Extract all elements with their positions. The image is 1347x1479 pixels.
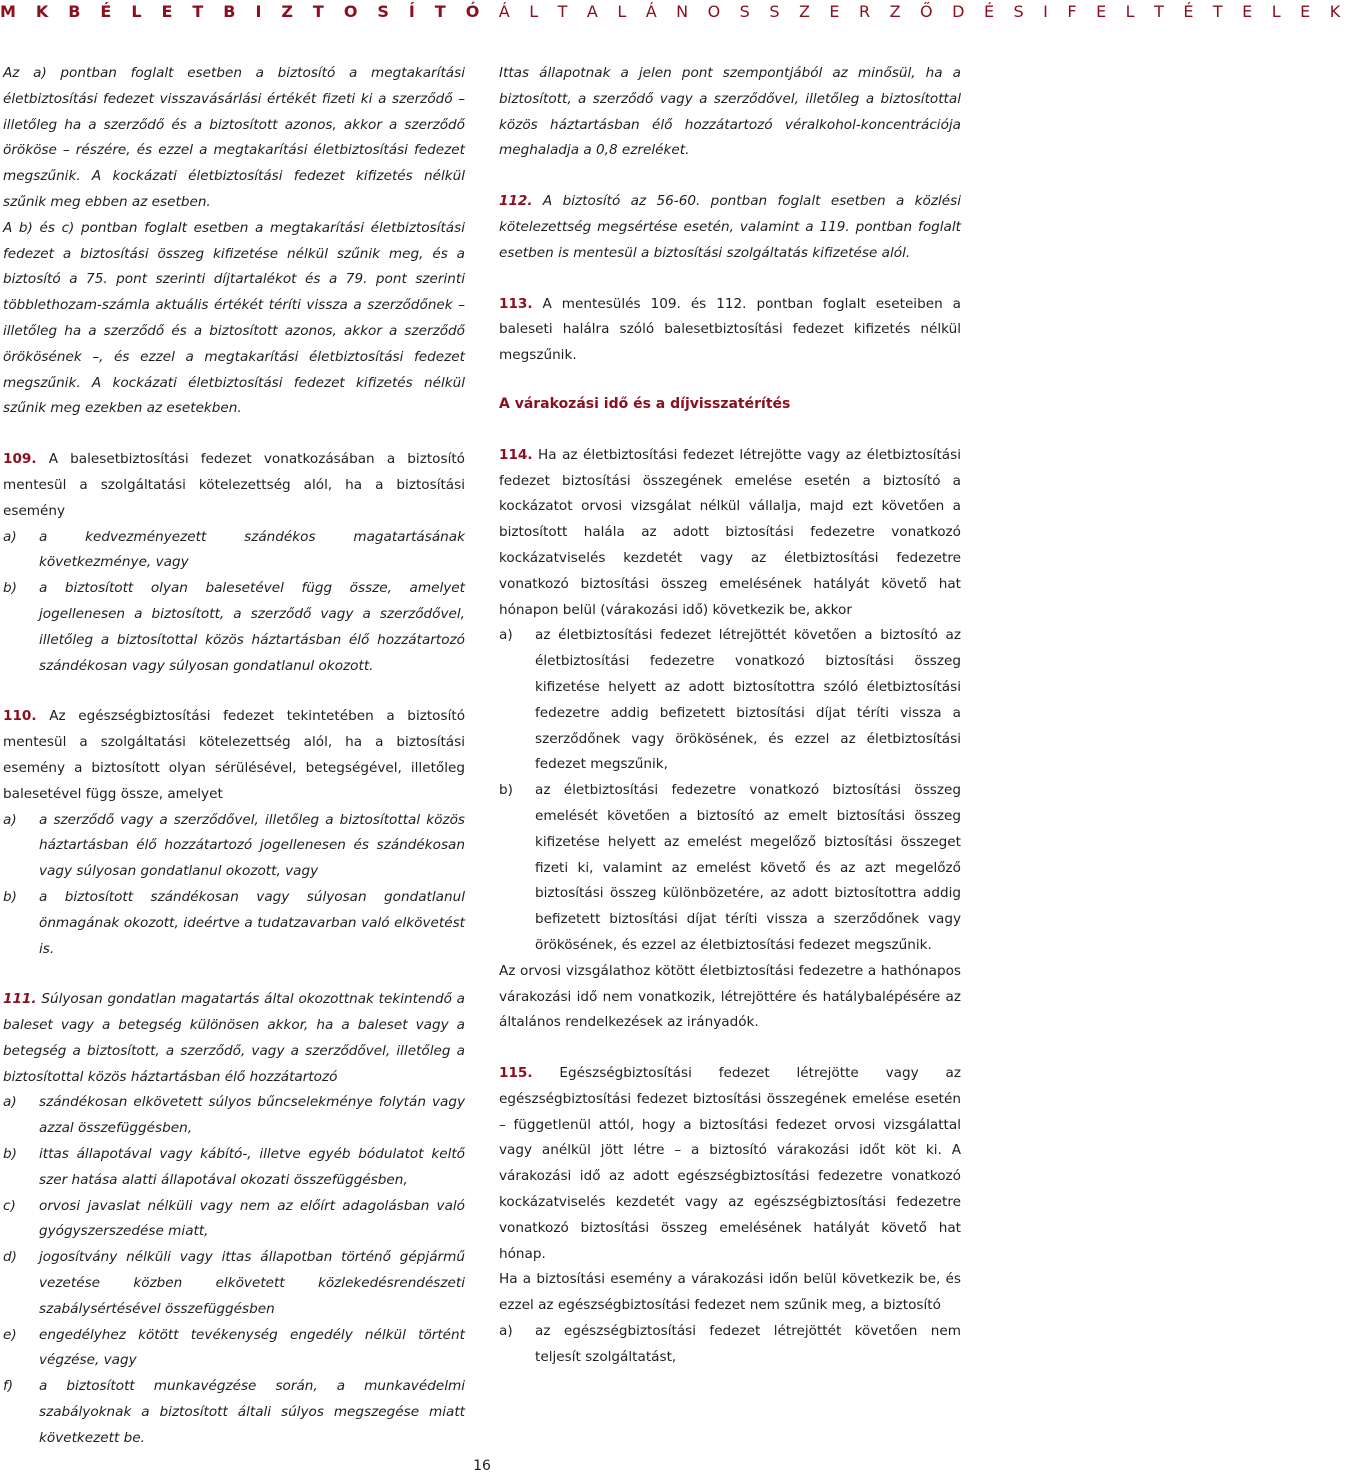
section-number: 109. bbox=[3, 451, 37, 468]
list-marker: a) bbox=[3, 528, 17, 545]
page-header bbox=[0, 2, 1347, 24]
list-marker: b) bbox=[3, 1146, 17, 1163]
list-item bbox=[499, 1319, 961, 1371]
list-item bbox=[3, 885, 465, 962]
list-marker: d) bbox=[3, 1249, 17, 1266]
list-text: az életbiztosítási fedezet létrejöttét követően a biztosító az életbiztosítási fedezetre vonatkozó biztosítási összeg kifizetése helyett az adott biztosítottra szóló életbiztosítási fedezetre addig befizetett biztosítási díjat téríti vissza a szerződőnek vagy örökösének, és ezzel az életbiztosítási fedezet megszűnik, bbox=[535, 627, 961, 773]
list-text: jogosítvány nélküli vagy ittas állapotban történő gépjármű vezetése közben elkövetett közlekedésrendészeti szabálysértésével összefüggésben bbox=[39, 1249, 465, 1317]
list-marker: a) bbox=[499, 627, 513, 644]
list-text: az egészségbiztosítási fedezet létrejöttét követően nem teljesít szolgáltatást, bbox=[535, 1323, 961, 1365]
section-number: 111. bbox=[3, 991, 37, 1008]
list-marker: a) bbox=[3, 811, 17, 828]
section-115-paragraph-2: Ha a biztosítási esemény a várakozási időn belül következik be, és ezzel az egészségbiztosítási fedezet nem szűnik meg, a biztosító bbox=[499, 1271, 961, 1314]
list-marker: a) bbox=[3, 1094, 17, 1111]
section-number: 114. bbox=[499, 446, 533, 463]
list-marker: a) bbox=[499, 1323, 513, 1340]
section-110 bbox=[3, 704, 465, 807]
left-paragraph-2: A b) és c) pontban foglalt esetben a megtakarítási életbiztosítási fedezet a biztosítási összeg kifizetése nélkül szűnik meg, és a biztosító a 75. pont szerinti díjtartalékot és a 79. pont szerinti többlethozam-számla aktuális értékét téríti vissza a szerződőnek – illetőleg ha a szerződő és a biztosított azonos, akkor a szerződő örökösének –, és ezzel a megtakarítási életbiztosítási fedezet megszűnik. A kockázati életbiztosítási fedezet kifizetés nélkül szűnik meg ezekben az esetekben. bbox=[3, 219, 465, 417]
section-115 bbox=[499, 1061, 961, 1267]
section-text: A balesetbiztosítási fedezet vonatkozásában a biztosító mentesül a szolgáltatási kötelezettség alól, ha a biztosítási esemény bbox=[3, 451, 465, 519]
section-112 bbox=[499, 189, 961, 266]
section-text: Egészségbiztosítási fedezet létrejötte vagy az egészségbiztosítási fedezet biztosítási összegének emelése esetén – függetlenül attól, hogy a biztosítási fedezet orvosi vizsgálattal vagy anélkül jött létre – a biztosító várakozási időt köt ki. A várakozási idő az adott egészségbiztosítási fedezetre vonatkozó kockázatviselés kezdetét vagy az egészségbiztosítási fedezetre vonatkozó biztosítási összeg emelésének hatályát követő hat hónap. bbox=[499, 1065, 961, 1262]
right-paragraph-0: Ittas állapotnak a jelen pont szempontjából az minősül, ha a biztosított, a szerződő vagy a szerződővel, illetőleg a biztosítottal közös háztartásban élő hozzátartozó véralkohol-koncentrációja meghaladja a 0,8 ezreléket. bbox=[499, 65, 961, 159]
list-item bbox=[3, 808, 465, 885]
section-114 bbox=[499, 443, 961, 624]
right-column bbox=[499, 61, 961, 1371]
list-text: az életbiztosítási fedezetre vonatkozó biztosítási összeg emelését követően a biztosító az emelt biztosítási összeg kifizetése helyett az emelést megelőző biztosítási összeget fizeti ki, valamint az emelést követő és az azt megelőző biztosítási összeg különbözetére, az adott biztosítottra addig befizetett biztosítási díjat téríti vissza a szerződőnek vagy örökösének, és ezzel az életbiztosítási fedezet megszűnik. bbox=[535, 782, 961, 953]
list-marker: b) bbox=[3, 580, 17, 597]
left-column bbox=[3, 61, 465, 1452]
list-item bbox=[3, 1245, 465, 1322]
section-113 bbox=[499, 292, 961, 369]
list-marker: f) bbox=[3, 1378, 14, 1395]
section-text: A mentesülés 109. és 112. pontban foglalt eseteiben a baleseti halálra szóló balesetbiztosítási fedezet kifizetés nélkül megszűnik. bbox=[499, 295, 961, 364]
section-109 bbox=[3, 447, 465, 524]
list-marker: b) bbox=[499, 782, 513, 799]
list-marker: e) bbox=[3, 1326, 17, 1343]
list-item bbox=[499, 778, 961, 959]
list-text: a biztosított munkavégzése során, a munkavédelmi szabályoknak a biztosított általi súlyos megszegése miatt következett be. bbox=[39, 1378, 465, 1446]
list-text: szándékosan elkövetett súlyos bűncselekménye folytán vagy azzal összefüggésben, bbox=[39, 1094, 465, 1137]
list-marker: c) bbox=[3, 1197, 16, 1214]
list-item bbox=[3, 1374, 465, 1451]
list-item bbox=[3, 1323, 465, 1375]
list-item bbox=[3, 1142, 465, 1194]
list-item bbox=[499, 623, 961, 778]
list-item bbox=[3, 525, 465, 577]
list-text: orvosi javaslat nélküli vagy nem az előírt adagolásban való gyógyszerszedése miatt, bbox=[39, 1197, 465, 1240]
section-114-outro: Az orvosi vizsgálathoz kötött életbiztosítási fedezetre a hathónapos várakozási idő nem vonatkozik, létrejöttére és hatálybalépésére az általános rendelkezések az irányadók. bbox=[499, 962, 961, 1031]
section-text: Az egészségbiztosítási fedezet tekintetében a biztosító mentesül a szolgáltatási kötelezettség alól, ha a biztosítási esemény a biztosított olyan sérülésével, betegségével, illetőleg balesetével függ össze, amelyet bbox=[3, 708, 466, 802]
section-111 bbox=[3, 987, 465, 1090]
section-heading: A várakozási idő és a díjvisszatérítés bbox=[499, 395, 791, 412]
page-number: 16 bbox=[473, 1458, 491, 1474]
list-item bbox=[3, 1194, 465, 1246]
list-text: ittas állapotával vagy kábító-, illetve egyéb bódulatot keltő szer hatása alatti állapotával okozati összefüggésben, bbox=[39, 1146, 465, 1188]
list-marker: b) bbox=[3, 888, 17, 905]
left-paragraph-1: Az a) pontban foglalt esetben a biztosító a megtakarítási életbiztosítási fedezet visszavásárlási értékét fizeti ki a szerződő – illetőleg ha a szerződő és a biztosított azonos, akkor a szerződő örököse – részére, és ezzel a megtakarítási életbiztosítási fedezet megszűnik. A kockázati életbiztosítási fedezet kifizetés nélkül szűnik meg ebben az esetben. bbox=[3, 65, 465, 210]
header-product-name: M K B É L E T B I Z T O S Í T Ó bbox=[0, 2, 487, 21]
list-text: a biztosított olyan balesetével függ össze, amelyet jogellenesen a biztosított, a szerződő vagy a szerződővel, illetőleg a biztosítottal közös háztartásban élő hozzátartozó szándékosan vagy súlyosan gondatlanul okozott. bbox=[39, 580, 465, 674]
list-text: a kedvezményezett szándékos magatartásának következménye, vagy bbox=[39, 528, 465, 571]
list-text: a szerződő vagy a szerződővel, illetőleg a biztosítottal közös háztartásban élő hozzátartozó jogellenesen és szándékosan vagy súlyosan gondatlanul okozott, vagy bbox=[39, 811, 465, 880]
section-text: Ha az életbiztosítási fedezet létrejötte vagy az életbiztosítási fedezet biztosítási összegének emelése esetén a biztosító a kockázatot orvosi vizsgálat nélkül vállalja, majd ezt követően a biztosított halála az adott biztosítási fedezetre vonatkozó kockázatviselés kezdetét vagy az életbiztosítási fedezetre vonatkozó biztosítási összeg emelésének hatályát követő hat hónapon belül (várakozási idő) következik be, akkor bbox=[499, 446, 961, 618]
section-number: 110. bbox=[3, 708, 37, 725]
list-item bbox=[3, 576, 465, 679]
section-number: 112. bbox=[499, 193, 533, 210]
section-number: 115. bbox=[499, 1065, 533, 1082]
list-text: engedélyhez kötött tevékenység engedély nélkül történt végzése, vagy bbox=[39, 1326, 465, 1369]
section-number: 113. bbox=[499, 295, 533, 312]
list-text: a biztosított szándékosan vagy súlyosan gondatlanul önmagának okozott, ideértve a tudatzavarban való elkövetést is. bbox=[39, 888, 465, 957]
section-text: A biztosító az 56-60. pontban foglalt esetben a közlési kötelezettség megsértése esetén, valamint a 119. pontban foglalt esetben is mentesül a biztosítási szolgáltatás kifizetése alól. bbox=[499, 193, 961, 261]
section-text: Súlyosan gondatlan magatartás által okozottnak tekintendő a baleset vagy a betegség különösen akkor, ha a baleset vagy a betegség a biztosított, a szerződő, vagy a szerződővel, illetőleg a biztosítottal közös háztartásban élő hozzátartozó bbox=[3, 991, 465, 1085]
list-item bbox=[3, 1090, 465, 1142]
header-document-title: Á L T A L Á N O S S Z E R Z Ő D É S I F E L T É T E L E K bbox=[498, 2, 1347, 21]
